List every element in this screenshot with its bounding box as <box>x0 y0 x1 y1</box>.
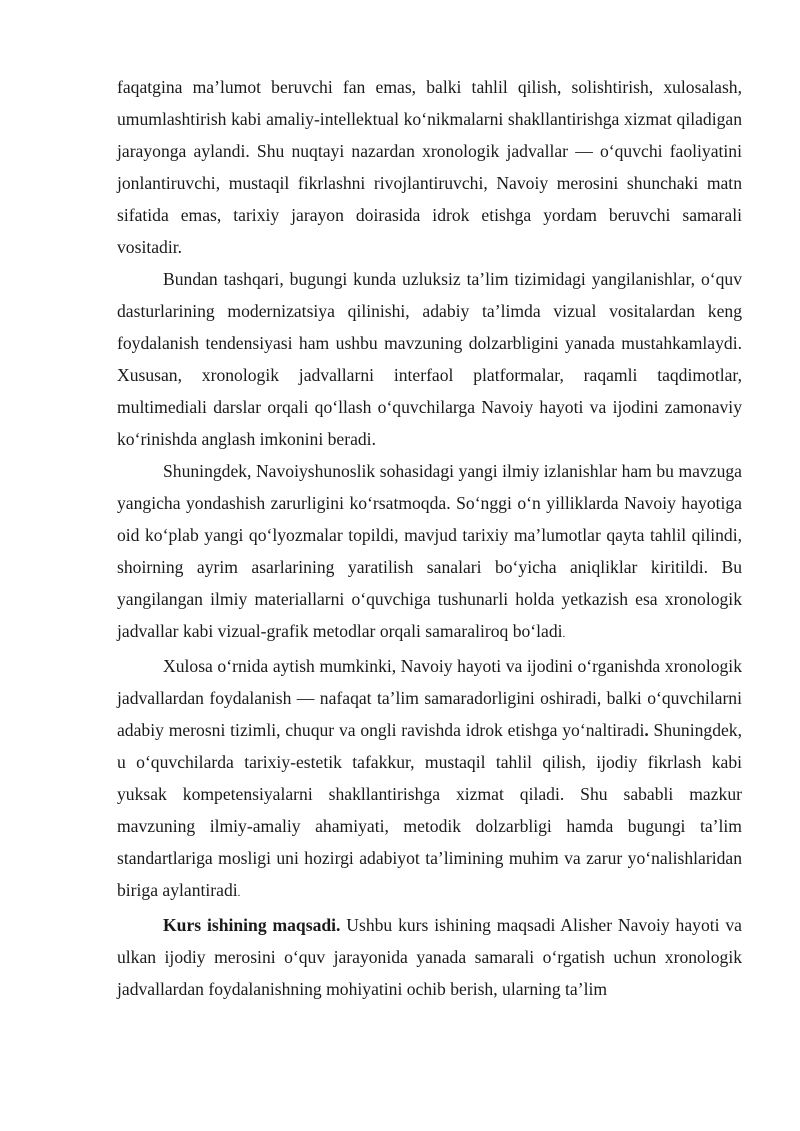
paragraph-end-dot: . <box>562 628 566 640</box>
paragraph-text: Bundan tashqari, bugungi kunda uzluksiz ta’lim tizimidagi yangilanishlar, o‘quv dasturlarining modernizatsiya qilinishi, adabiy ta’limda vizual vositalardan keng foydalanish tendensiyasi ham ushbu mavzuning dolzarbligini yanada mustahkamlaydi. Xususan, xronologik jadvallarni interfaol platformalar, raqamli taqdimotlar, multimediali darslar orqali qo‘llash o‘quvchilarga Navoiy hayoti va ijodini zamonaviy ko‘rinishda anglash imkonini beradi. <box>117 269 742 449</box>
paragraph-continuation <box>117 71 742 263</box>
paragraph-research <box>117 455 742 650</box>
paragraph-modernization <box>117 263 742 455</box>
paragraph-goal <box>117 909 742 1005</box>
paragraph-text-a: Xulosa o‘rnida aytish mumkinki, Navoiy hayoti va ijodini o‘rganishda xronologik jadvallardan foydalanish — nafaqat ta’lim samaradorligini oshiradi, balki o‘quvchilarni adabiy merosni tizimli, chuqur va ongli ravishda idrok etishga yo‘naltiradi <box>117 656 742 740</box>
paragraph-end-dot: . <box>237 887 241 899</box>
paragraph-text-b: Shuningdek, u o‘quvchilarda tarixiy-estetik tafakkur, mustaqil tahlil qilish, ijodiy fikrlash kabi yuksak kompetensiyalarni shakllantirishga xizmat qiladi. Shu sababli mazkur mavzuning ilmiy-amaliy ahamiyati, metodik dolzarbligi hamda bugungi ta’lim standartlariga mosligi uni hozirgi adabiyot ta’limining muhim va zarur yo‘nalishlaridan biriga aylantiradi <box>117 720 743 900</box>
document-page <box>117 71 742 1005</box>
paragraph-conclusion <box>117 650 742 909</box>
paragraph-text: faqatgina ma’lumot beruvchi fan emas, balki tahlil qilish, solishtirish, xulosalash, umumlashtirish kabi amaliy-intellektual ko‘nikmalarni shakllantirishga xizmat qiladigan jarayonga aylandi. Shu nuqtayi nazardan xronologik jadvallar — o‘quvchi faoliyatini jonlantiruvchi, mustaqil fikrlashni rivojlantiruvchi, Navoiy merosini shunchaki matn sifatida emas, tarixiy jarayon doirasida idrok etishga yordam beruvchi samarali vositadir. <box>117 77 742 257</box>
paragraph-text: Ushbu kurs ishining maqsadi Alisher Navoiy hayoti va ulkan ijodiy merosini o‘quv jarayonida yanada samarali o‘rgatish uchun xronologik jadvallardan foydalanishning mohiyatini ochib berish, ularning ta’lim <box>117 915 742 999</box>
bold-period: . <box>644 720 649 740</box>
section-heading: Kurs ishining maqsadi. <box>163 915 341 935</box>
paragraph-text: Shuningdek, Navoiyshunoslik sohasidagi yangi ilmiy izlanishlar ham bu mavzuga yangicha yondashish zarurligini ko‘rsatmoqda. So‘nggi o‘n yilliklarda Navoiy hayotiga oid ko‘plab yangi qo‘lyozmalar topildi, mavjud tarixiy ma’lumotlar qayta tahlil qilindi, shoirning ayrim asarlarining yaratilish sanalari bo‘yicha aniqliklar kiritildi. Bu yangilangan ilmiy materiallarni o‘quvchiga tushunarli holda yetkazish esa xronologik jadvallar kabi vizual-grafik metodlar orqali samaraliroq bo‘ladi <box>117 461 742 641</box>
